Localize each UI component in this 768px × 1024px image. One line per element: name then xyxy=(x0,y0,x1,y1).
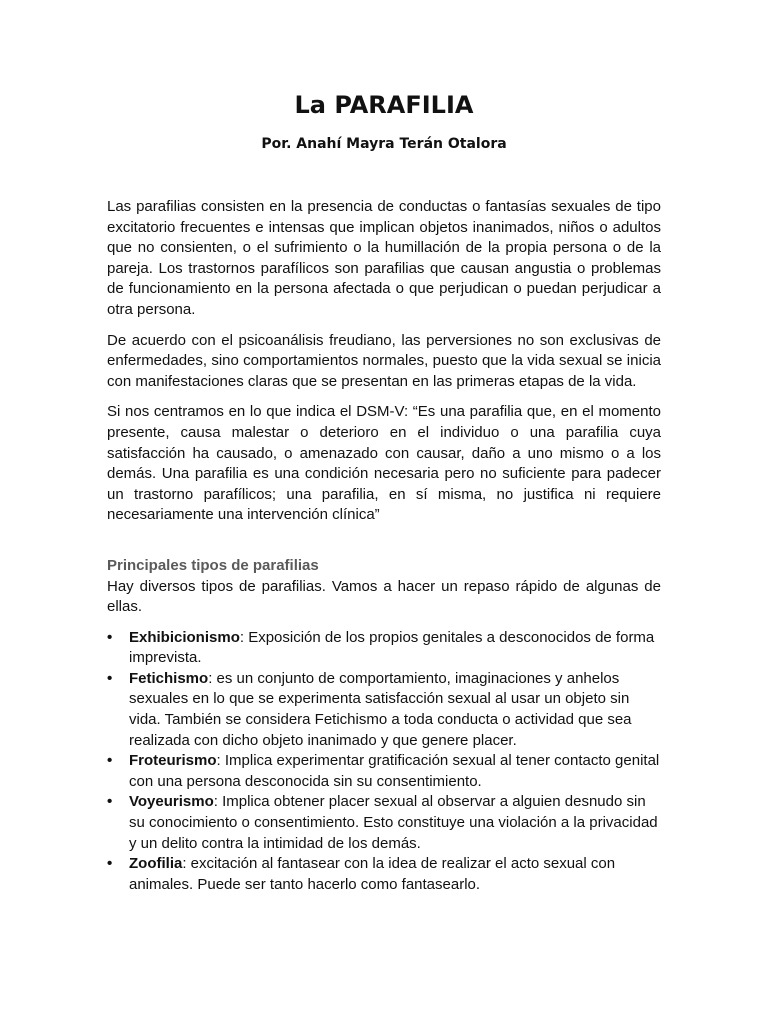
bullet-icon: • xyxy=(107,628,113,646)
list-item-description: : Exposición de los propios genitales a desconocidos de forma imprevista. xyxy=(129,628,655,667)
paragraph-definition: Las parafilias consisten en la presencia de conductas o fantasías sexuales de tipo excitatorio frecuentes e intensas que implican objetos inanimados, niños o adultos que no consienten, o el sufrimiento o la humillación de la propia persona o de la pareja. Los trastornos parafílicos son parafilias que causan angustia o problemas de funcionamiento en la persona afectada o que perjudican o puedan perjudicar a otra persona. xyxy=(107,198,661,318)
list-item-zoofilia xyxy=(107,854,661,895)
list-item-fetichismo xyxy=(107,669,661,751)
bullet-icon: • xyxy=(107,855,113,873)
section-intro: Hay diversos tipos de parafilias. Vamos a hacer un repaso rápido de algunas de ellas. xyxy=(107,577,661,616)
document-author: Por. Anahí Mayra Terán Otalora xyxy=(261,136,507,152)
list-item-description: : excitación al fantasear con la idea de realizar el acto sexual con animales. Puede ser tanto hacerlo como fantasearlo. xyxy=(129,855,616,893)
list-item-term: Zoofilia xyxy=(129,855,183,873)
paragraph-dsm-quote: Si nos centramos en lo que indica el DSM-V: “Es una parafilia que, en el momento presente, causa malestar o deterioro en el individuo o una parafilia cuya satisfacción ha causado, o amenazado con causar, daño a uno mismo o a los demás. Una parafilia es una condición necesaria pero no suficiente para padecer un trastorno parafílicos; una parafilia, en sí misma, no justifica ni requiere necesariamente una intervención clínica” xyxy=(107,403,661,524)
list-item-term: Exhibicionismo xyxy=(129,628,240,646)
list-item-exhibicionismo xyxy=(107,628,661,669)
list-item-description: : Implica obtener placer sexual al observar a alguien desnudo sin su conocimiento o consentimiento. Esto constituye una violación a la privacidad y un delito contra la intimidad de los demás. xyxy=(129,793,658,852)
bullet-icon: • xyxy=(107,793,113,811)
list-item-description: : es un conjunto de comportamiento, imaginaciones y anhelos sexuales en lo que se experimenta satisfacción sexual al usar un objeto sin vida. También se considera Fetichismo a toda conducta o actividad que sea realizada con dicho objeto inanimado y que genere placer. xyxy=(129,669,632,749)
paragraph-psychoanalysis: De acuerdo con el psicoanálisis freudiano, las perversiones no son exclusivas de enfermedades, sino comportamientos normales, puesto que la vida sexual se inicia con manifestaciones claras que se presentan en las primeras etapas de la vida. xyxy=(107,331,661,390)
list-item-froteurismo xyxy=(107,751,661,792)
paraphilia-types-list xyxy=(107,628,661,896)
bullet-icon: • xyxy=(107,752,113,770)
document-title: La PARAFILIA xyxy=(294,91,474,119)
list-item-voyeurismo xyxy=(107,792,661,854)
list-item-term: Fetichismo xyxy=(129,669,209,687)
list-item-description: : Implica experimentar gratificación sexual al tener contacto genital con una persona desconocida sin su consentimiento. xyxy=(129,752,660,790)
bullet-icon: • xyxy=(107,669,113,687)
section-heading: Principales tipos de parafilias xyxy=(107,556,319,574)
document-body xyxy=(107,197,661,895)
list-item-term: Voyeurismo xyxy=(129,793,214,811)
list-item-term: Froteurismo xyxy=(129,752,217,770)
